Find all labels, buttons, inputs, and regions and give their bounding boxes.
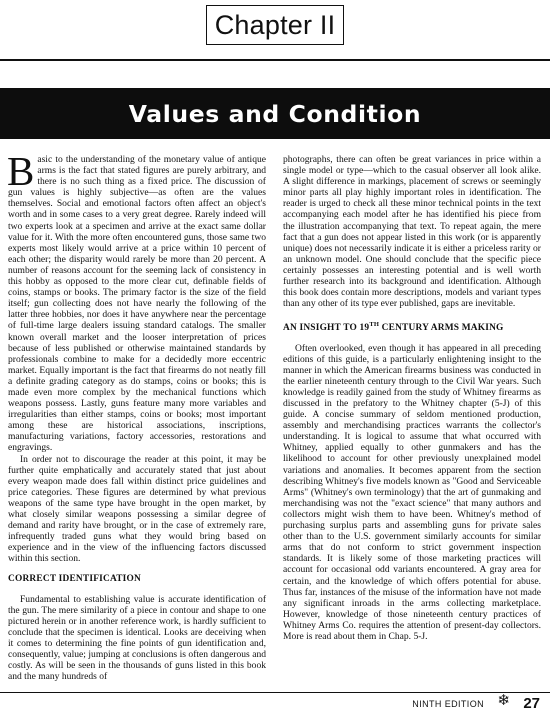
edition-label: NINTH EDITION [412, 699, 484, 709]
snowflake-icon: ❄ [497, 693, 510, 709]
section-heading: CORRECT IDENTIFICATION [8, 574, 141, 585]
section-heading [283, 319, 541, 334]
chapter-label: Chapter II [206, 5, 344, 45]
paragraph: Fundamental to establishing value is accurate identification of the gun. The mere similarity of a piece in contour and shape to one pictured herein or in another reference work, is hardly sufficient to conclude that the specimen is identical. Looks are deceiving when it comes to determining the fine points of gun identification and, consequently, value; jumping at conclusions is often dangerous and costly. As will be seen in the thousands of guns listed in this book and the many hundreds of [8, 593, 266, 683]
footer-rule [0, 692, 550, 693]
left-column [7, 148, 266, 683]
chapter-title: Values and Condition [0, 88, 550, 139]
paragraph [7, 148, 266, 454]
paragraph: photographs, there can often be great variances in price within a single model or type—which to the casual observer all look alike. A slight difference in markings, placement of screws or seemingly minor parts all play highly important roles in identification. The reader is urged to check all these minor technical points in the text accompanying each model after he has identified his piece from the illustration accompanying that text. To repeat again, the mere fact that a gun does not appear listed in this work (or is apparently unique) does not necessarily indicate it is either a priceless rarity or an unknown model. One should conclude that the specific piece certainly possesses an interesting potential and is well worth further research into its background and identification. Although this book does contain more descriptions, models and variant types than any other of its type ever published, gaps are inevitable. [283, 154, 541, 310]
page-footer [0, 692, 550, 714]
drop-cap: B [7, 148, 35, 194]
header-rule [0, 59, 550, 61]
page-number: 27 [523, 695, 540, 712]
heading-suffix: CENTURY ARMS MAKING [379, 323, 504, 334]
heading-prefix: AN INSIGHT TO 19 [283, 323, 370, 334]
right-column [283, 154, 541, 642]
paragraph-text: asic to the understanding of the monetary value of antique arms is the fact that stated figures are purely arbitrary, and there is no such thing as a fixed price. The discussion of gun values is highly subjective—as often are the values themselves. Social and emotional factors often affect an object's worth and in some cases to a very great degree. Rarely indeed will two experts look at a specimen and arrive at the exact same dollar value for it. With the more often encountered guns, those same two experts most likely would arrive at a price within 10 percent of each other; the disparity would rarely be more than 20 percent. A number of reasons account for the seeming lack of consistency in this hobby as opposed to the more clear cut, definable fields of coins, stamps or books. The primary factor is the size of the field itself; gun collecting does not have nearly the following of the latter three hobbies, nor does it have anywhere near the percentage of full-time large dealers issuing standard catalogs. The smaller known overall market and the looser interpretation of prices because of less published or otherwise maintained standards by professionals combine to make for a decidedly more eccentric market. Equally important is the fact that firearms do not neatly fill a definite grading category as do stamps, coins or books; this is made even more complex by the mechanical functions which weapons possess. Lastly, guns feature many more variables and irregularities than either stamps, coins or books; most important among these are historical associations, inscriptions, manufacturing variations, factory accessories, restorations and engravings. [8, 154, 266, 454]
paragraph: In order not to discourage the reader at this point, it may be further quite emphatically and accurately stated that just about every weapon made does fall within distinct price guidelines and price categories. These figures are determined by what previous weapons of the same type have brought in the open market, by what closely similar weapons possessing a similar degree of demand and rarity have brought, or in the case of extremely rare, infrequently traded guns what they would bring based on experience and in the view of the influencing factors discussed within this section. [8, 453, 266, 565]
paragraph: Often overlooked, even though it has appeared in all preceding editions of this guide, is a particularly enlightening insight to the manner in which the American firearms business was conducted in the earlier nineteenth century through to the Civil War years. Such knowledge is readily gained from the study of Whitney firearms as discussed in the prefatory to the Whitney chapter (5-J) of this guide. A concise summary of seldom mentioned production, assembly and merchandising practices warrants the collector's understanding. It is logical to assume that what occurred with Whitney, applied equally to other gunmakers and has the likelihood to account for other previously unexplained model variations and anomalies. It becomes apparent from the section describing Whitney's five models known as "Good and Serviceable Arms" (Whitney's own terminology) that the art of gunmaking and merchandising was not the "exact science" that many authors and collectors might wish them to have been. Whitney's method of purchasing surplus parts and assembling guns for private sales other than to the U.S. government similarly accounts for similar arms that do not conform to strict government inspection standards. It is likely some of those marketing practices will account for occasional odd variants encountered. A gray area for certain, and the knowledge of which offers potential for abuse. Thus far, instances of the misuse of the information have not made any significant inroads in the arms collecting marketplace. However, knowledge of those nineteenth century practices of Whitney Arms Co. requires the attention of present-day collectors. More is read about them in Chap. 5-J. [283, 342, 541, 642]
heading-superscript: TH [369, 321, 380, 329]
